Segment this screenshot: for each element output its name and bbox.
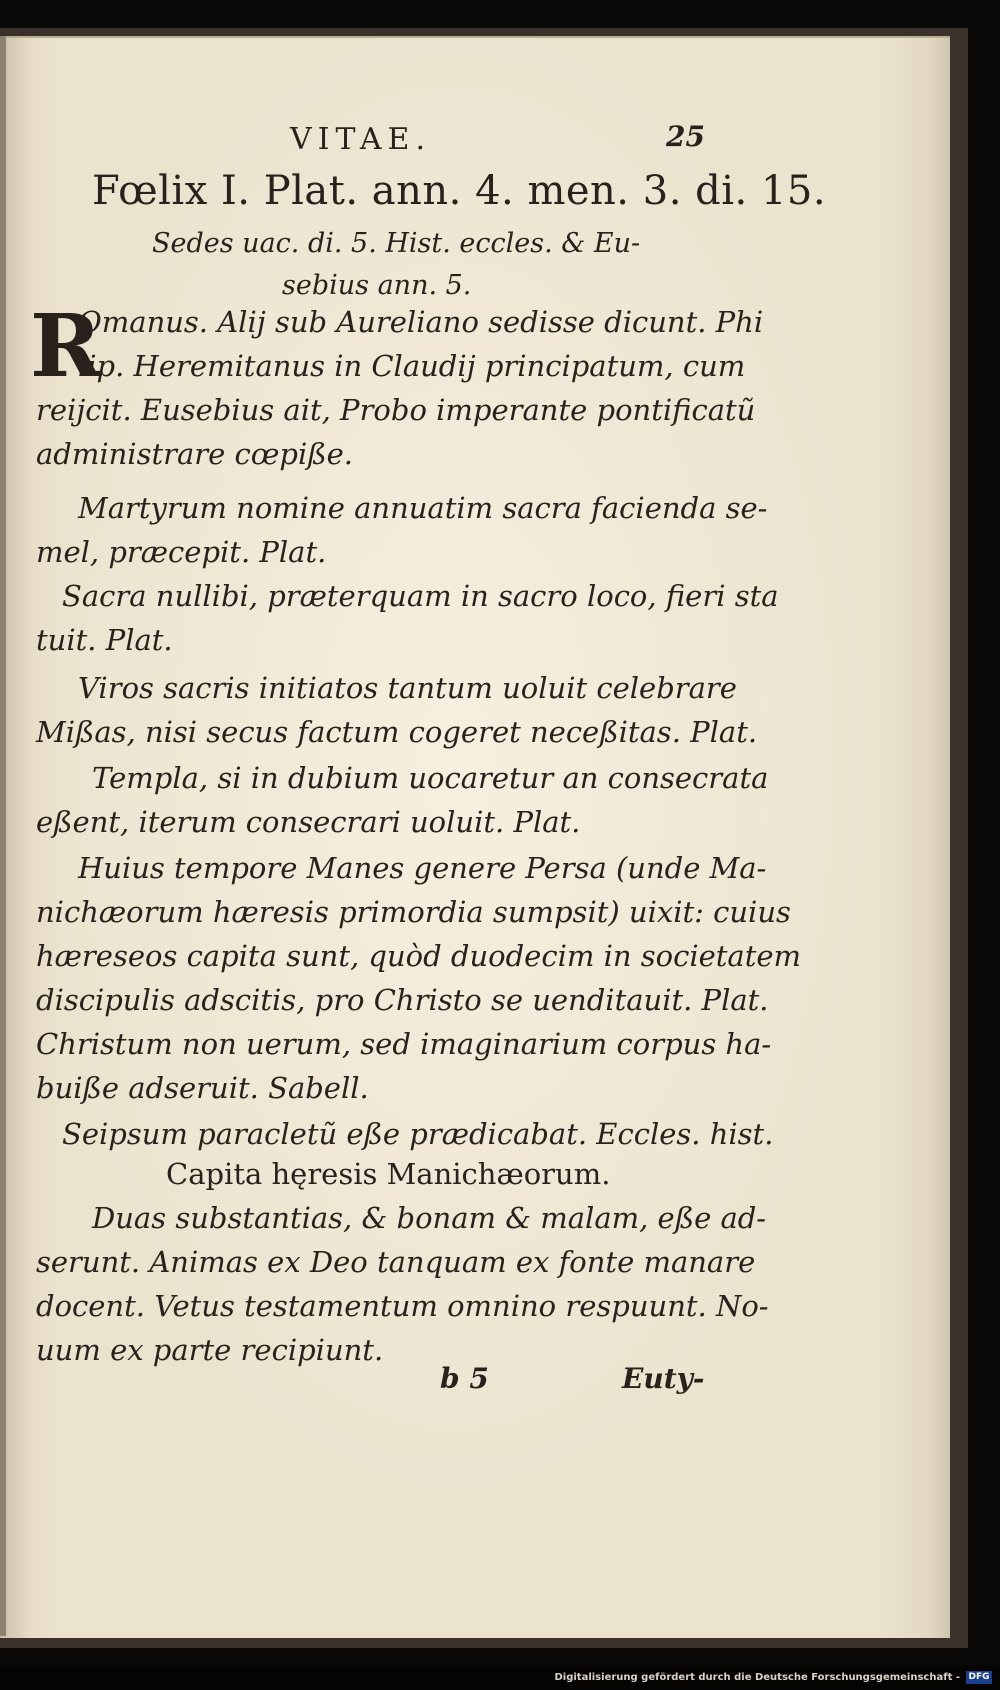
page-gutter-edge: [0, 36, 6, 1636]
text-line: serunt. Animas ex Deo tanquam ex fonte manare: [36, 1245, 756, 1279]
subheading-line: sebius ann. 5.: [282, 270, 472, 301]
text-line: discipulis adscitis, pro Christo se uenditauit. Plat.: [36, 983, 769, 1017]
text-line: Huius tempore Manes genere Persa (unde Ma-: [78, 851, 767, 885]
text-line: nichæorum hæresis primordia sumpsit) uixit: cuius: [36, 895, 791, 929]
text-line: Templa, si in dubium uocaretur an consecrata: [92, 761, 769, 795]
footer-credit: Digitalisierung gefördert durch die Deutsche Forschungsgemeinschaft -: [554, 1672, 960, 1683]
text-line: Duas substantias, & bonam & malam, eße ad-: [92, 1201, 767, 1235]
text-line: tuit. Plat.: [36, 623, 173, 657]
section-heading: Fœlix I. Plat. ann. 4. men. 3. di. 15.: [92, 168, 827, 214]
text-line: hæreseos capita sunt, quòd duodecim in societatem: [36, 939, 802, 973]
subsection-heading: Capita hęresis Manichæorum.: [166, 1157, 611, 1191]
text-line: Mißas, nisi secus factum cogeret neceßitas. Plat.: [36, 715, 758, 749]
folio-number: 25: [666, 120, 705, 153]
text-line: eßent, iterum consecrari uoluit. Plat.: [36, 805, 581, 839]
text-line: Omanus. Alij sub Aureliano sedisse dicunt. Phi: [78, 305, 764, 339]
text-line: Martyrum nomine annuatim sacra facienda se-: [78, 491, 768, 525]
text-line: Viros sacris initiatos tantum uoluit celebrare: [78, 671, 737, 705]
text-line: administrare cœpiße.: [36, 437, 354, 471]
text-line: reijcit. Eusebius ait, Probo imperante pontificatũ: [36, 393, 756, 427]
drop-capital: R: [30, 296, 102, 397]
text-line: Seipsum paracletũ eße prædicabat. Eccles. hist.: [62, 1117, 774, 1151]
catchword: Euty-: [622, 1362, 705, 1395]
signature-mark: b 5: [440, 1362, 489, 1395]
text-line: docent. Vetus testamentum omnino respuunt. No-: [36, 1289, 769, 1323]
subheading-line: Sedes uac. di. 5. Hist. eccles. & Eu-: [152, 228, 641, 259]
dfg-logo: DFG: [966, 1671, 992, 1684]
text-line: lip. Heremitanus in Claudij principatum, cum: [78, 349, 746, 383]
text-line: Sacra nullibi, præterquam in sacro loco, fieri sta: [62, 579, 779, 613]
text-line: uum ex parte recipiunt.: [36, 1333, 384, 1367]
text-line: Christum non uerum, sed imaginarium corpus ha-: [36, 1027, 772, 1061]
running-head: VITAE.: [290, 122, 431, 157]
text-line: mel, præcepit. Plat.: [36, 535, 327, 569]
text-line: buiße adseruit. Sabell.: [36, 1071, 369, 1105]
